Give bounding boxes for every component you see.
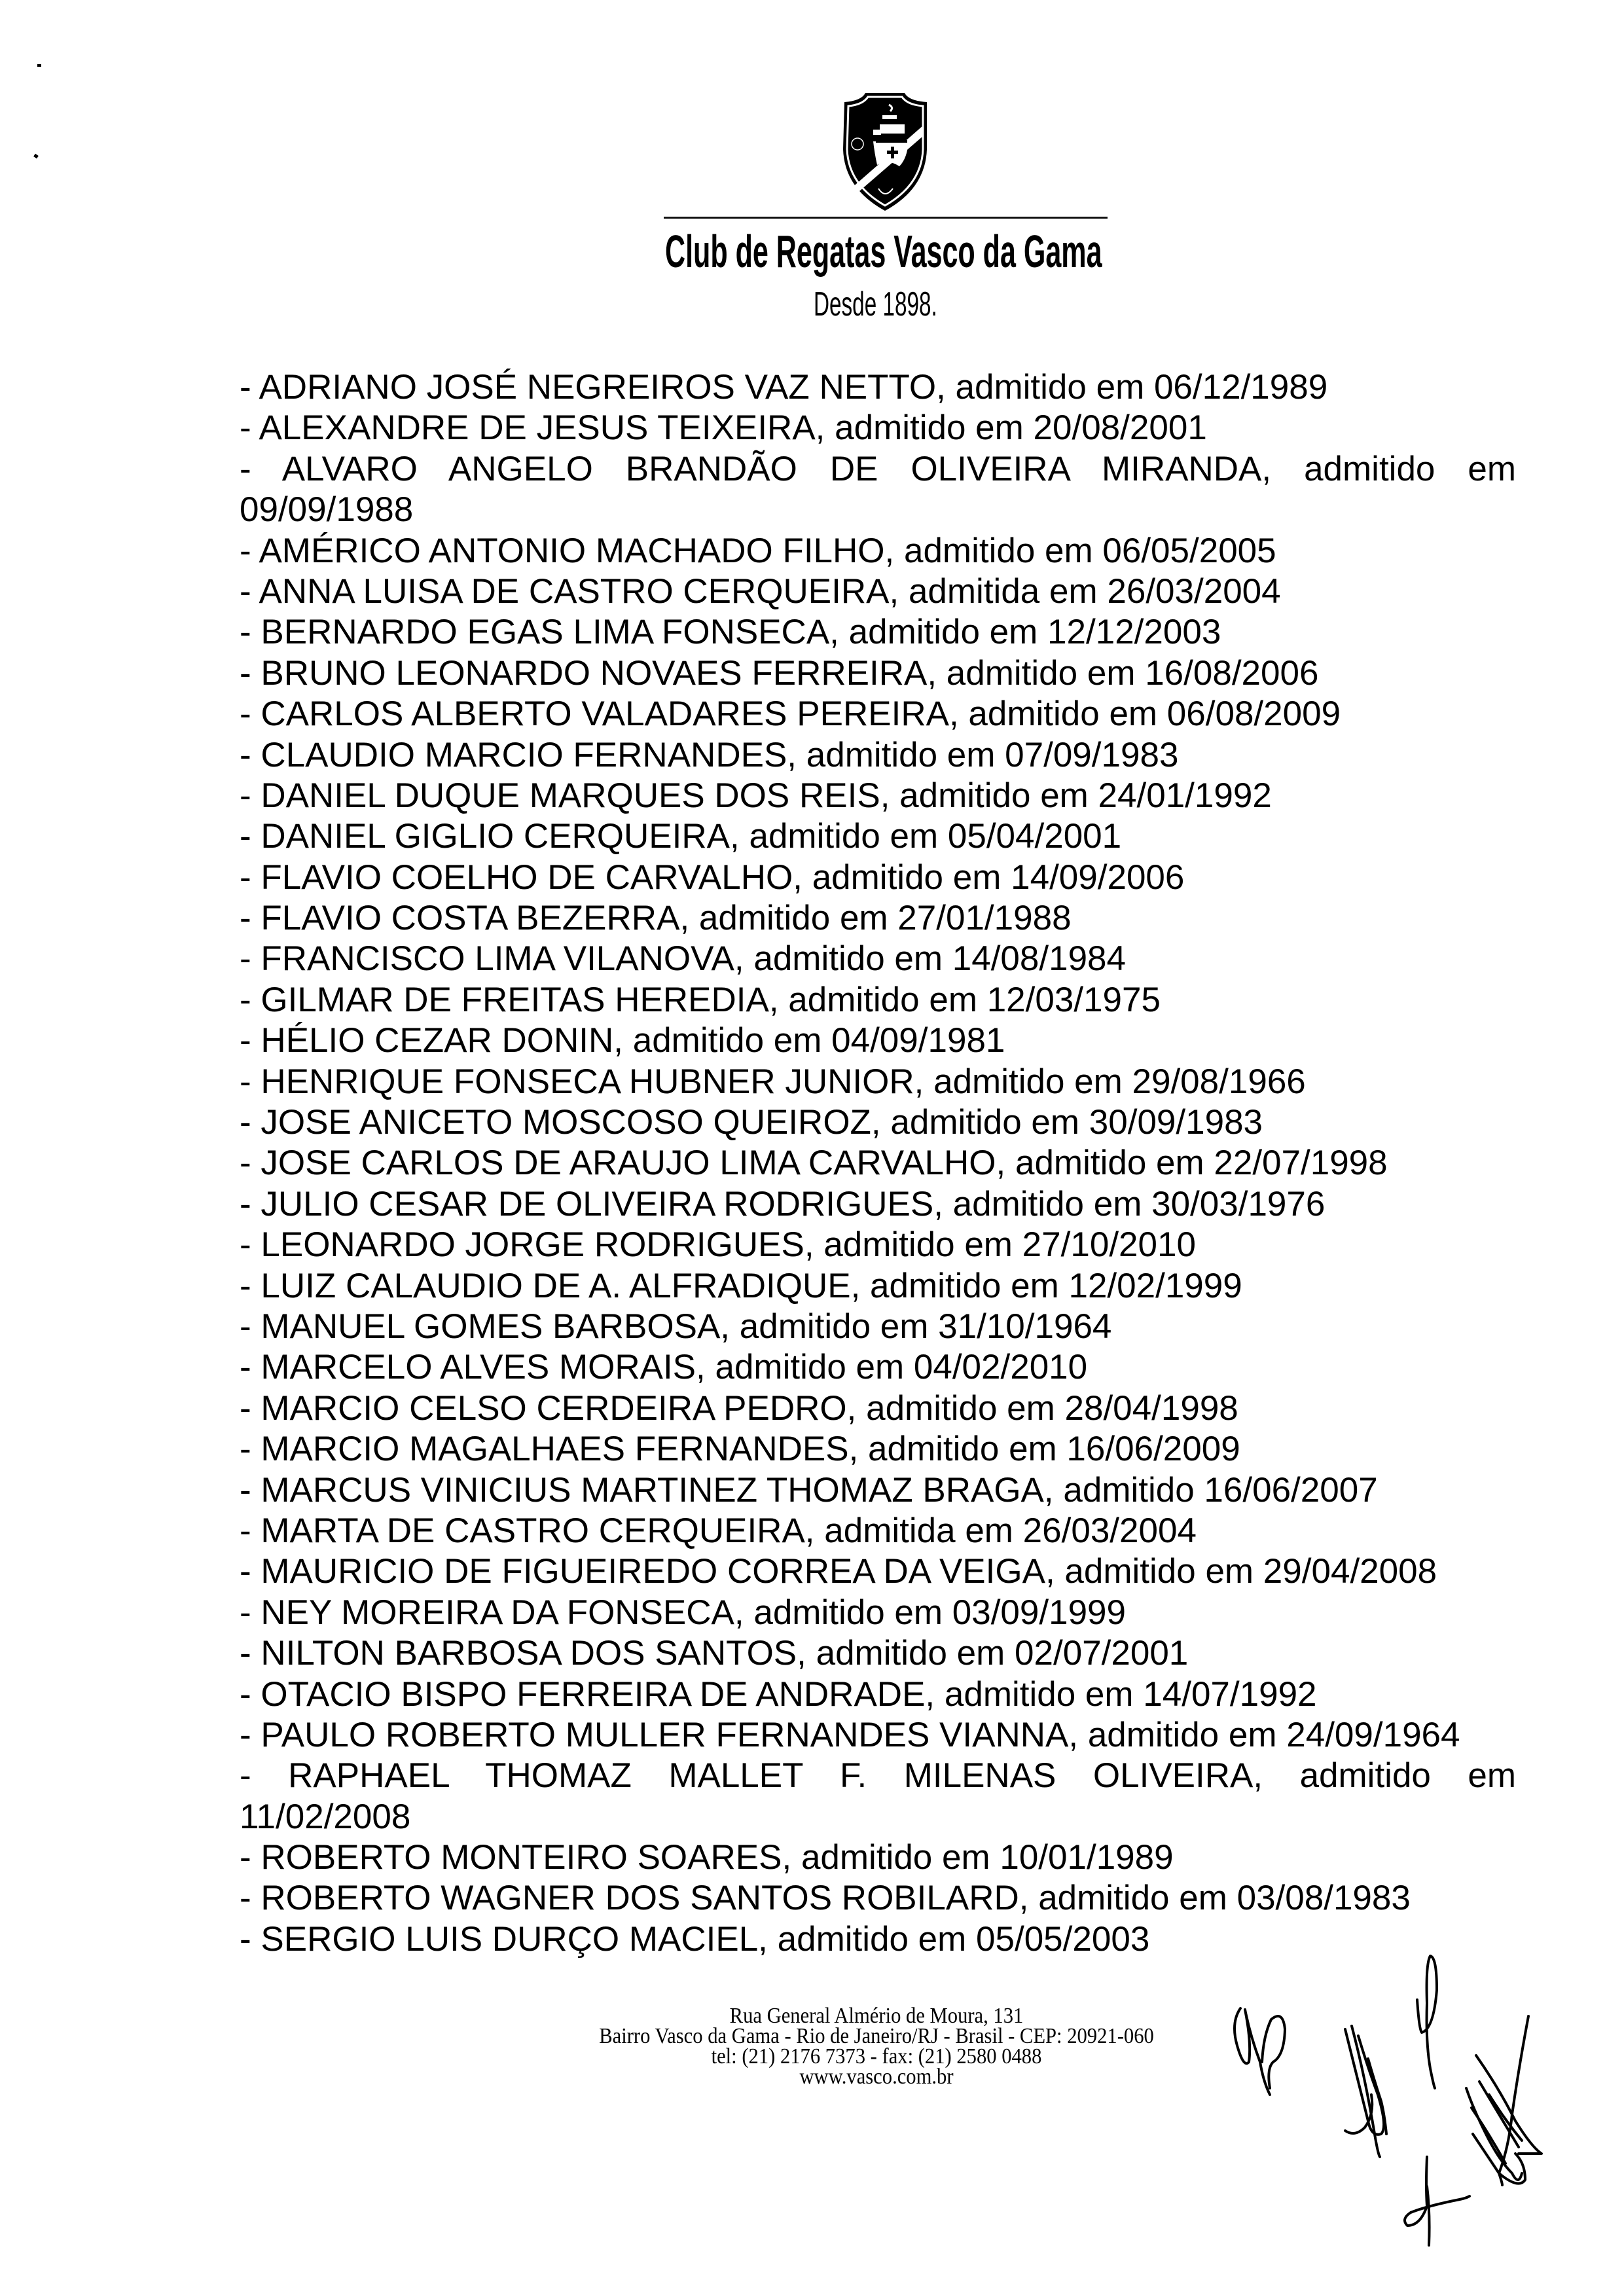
member-entry-text: - DANIEL DUQUE MARQUES DOS REIS, admitido em 24/01/1992 — [240, 776, 1272, 815]
member-entry — [240, 1715, 1516, 1756]
member-entry — [240, 816, 1516, 857]
member-entry-text: - MARCUS VINICIUS MARTINEZ THOMAZ BRAGA, admitido 16/06/2007 — [240, 1470, 1378, 1509]
member-entry-text: - MARTA DE CASTRO CERQUEIRA, admitida em 26/03/2004 — [240, 1511, 1197, 1550]
member-entry — [240, 571, 1516, 612]
member-entry — [240, 1021, 1516, 1061]
scan-speck — [37, 64, 41, 67]
member-entry-text: - FLAVIO COSTA BEZERRA, admitido em 27/01/1988 — [240, 899, 1072, 938]
member-entry — [240, 735, 1516, 776]
member-entry-text: - GILMAR DE FREITAS HEREDIA, admitido em 12/03/1975 — [240, 980, 1161, 1019]
member-entry-text: - NILTON BARBOSA DOS SANTOS, admitido em 02/07/2001 — [240, 1634, 1189, 1673]
handwritten-signature-2-icon — [1345, 2026, 1386, 2157]
member-entry — [240, 408, 1516, 448]
member-entry-text: - ADRIANO JOSÉ NEGREIROS VAZ NETTO, admitido em 06/12/1989 — [240, 368, 1328, 407]
member-entry — [240, 612, 1516, 653]
member-entry — [240, 939, 1516, 979]
member-entry — [240, 1470, 1516, 1511]
member-entry — [240, 1347, 1516, 1388]
footer-website: www.vasco.com.br — [799, 2065, 954, 2089]
member-entry-text: - ALVARO ANGELO BRANDÃO DE OLIVEIRA MIRANDA, admitido em — [240, 449, 1516, 488]
member-entry — [240, 1878, 1516, 1919]
member-entry — [240, 367, 1516, 408]
footer-phones: tel: (21) 2176 7373 - fax: (21) 2580 0488 — [711, 2044, 1042, 2069]
member-entry — [240, 1633, 1516, 1674]
member-entry-text: - CLAUDIO MARCIO FERNANDES, admitido em 07/09/1983 — [240, 735, 1179, 774]
member-entry-text: - ALEXANDRE DE JESUS TEIXEIRA, admitido em 20/08/2001 — [240, 408, 1207, 448]
member-entry-text: - OTACIO BISPO FERREIRA DE ANDRADE, admitido em 14/07/1992 — [240, 1674, 1317, 1714]
member-entry-text: - LUIZ CALAUDIO DE A. ALFRADIQUE, admitido em 12/02/1999 — [240, 1266, 1242, 1305]
header-divider — [664, 217, 1108, 219]
member-entry-text: - PAULO ROBERTO MULLER FERNANDES VIANNA, admitido em 24/09/1964 — [240, 1715, 1460, 1754]
member-entry-continuation: 11/02/2008 — [240, 1797, 411, 1836]
member-entry — [240, 694, 1516, 734]
scan-speck — [33, 154, 39, 159]
member-entry-text: - MARCELO ALVES MORAIS, admitido em 04/02/2010 — [240, 1348, 1088, 1387]
member-entry — [240, 1266, 1516, 1307]
member-entry-text: - FLAVIO COELHO DE CARVALHO, admitido em 14/09/2006 — [240, 858, 1185, 897]
member-entry-text: - NEY MOREIRA DA FONSECA, admitido em 03/09/1999 — [240, 1593, 1127, 1632]
member-entry — [240, 1388, 1516, 1429]
member-entry — [240, 1511, 1516, 1551]
member-entry — [240, 1062, 1516, 1102]
handwritten-initial-3-icon — [1417, 1956, 1437, 2088]
member-entry — [240, 858, 1516, 898]
member-entry-text: - RAPHAEL THOMAZ MALLET F. MILENAS OLIVEIRA, admitido em — [240, 1756, 1516, 1796]
member-entry — [240, 1143, 1516, 1184]
member-entry-text: - JOSE CARLOS DE ARAUJO LIMA CARVALHO, admitido em 22/07/1998 — [240, 1144, 1388, 1183]
member-entry-text: - ROBERTO WAGNER DOS SANTOS ROBILARD, admitido em 03/08/1983 — [240, 1879, 1411, 1918]
member-entry-text: - MARCIO MAGALHAES FERNANDES, admitido em 16/06/2009 — [240, 1430, 1240, 1469]
member-entry-continuation: 09/09/1988 — [240, 490, 414, 530]
member-entry — [240, 1429, 1516, 1470]
member-entry — [240, 776, 1516, 816]
member-entry-text: - MANUEL GOMES BARBOSA, admitido em 31/10/1964 — [240, 1307, 1112, 1346]
member-entry-text: - DANIEL GIGLIO CERQUEIRA, admitido em 05/04/2001 — [240, 817, 1122, 856]
handwritten-initial-4-icon — [1405, 2157, 1470, 2245]
member-entry-text: - FRANCISCO LIMA VILANOVA, admitido em 14/08/1984 — [240, 939, 1127, 979]
member-entry — [240, 1674, 1516, 1715]
member-entry — [240, 531, 1516, 571]
member-entry-text: - JOSE ANICETO MOSCOSO QUEIROZ, admitido em 30/09/1983 — [240, 1103, 1263, 1142]
member-entry — [240, 1307, 1516, 1347]
member-entry-text: - LEONARDO JORGE RODRIGUES, admitido em 27/10/2010 — [240, 1225, 1196, 1265]
member-entry-text: - CARLOS ALBERTO VALADARES PEREIRA, admitido em 06/08/2009 — [240, 695, 1341, 734]
member-entry — [240, 980, 1516, 1021]
member-entry-text: - BRUNO LEONARDO NOVAES FERREIRA, admitido em 16/08/2006 — [240, 653, 1319, 693]
handwritten-signature-1-icon — [1235, 2008, 1285, 2095]
member-entry — [240, 449, 1516, 531]
handwritten-signature-5-icon — [1466, 2016, 1542, 2185]
member-entry-text: - JULIO CESAR DE OLIVEIRA RODRIGUES, admitido em 30/03/1976 — [240, 1184, 1326, 1223]
member-entry-text: - BERNARDO EGAS LIMA FONSECA, admitido em 12/12/2003 — [240, 613, 1221, 652]
member-entry-text: - HENRIQUE FONSECA HUBNER JUNIOR, admitido em 29/08/1966 — [240, 1062, 1306, 1101]
founded-tagline — [814, 286, 1007, 323]
footer-district: Bairro Vasco da Gama - Rio de Janeiro/RJ - Brasil - CEP: 20921-060 — [599, 2024, 1154, 2048]
member-entry-text: - ROBERTO MONTEIRO SOARES, admitido em 10/01/1989 — [240, 1838, 1174, 1877]
member-entry — [240, 653, 1516, 694]
member-entry-text: - ANNA LUISA DE CASTRO CERQUEIRA, admitida em 26/03/2004 — [240, 571, 1281, 611]
member-entry-text: - MAURICIO DE FIGUEIREDO CORREA DA VEIGA, admitido em 29/04/2008 — [240, 1552, 1437, 1591]
letterhead-footer — [549, 2006, 1204, 2087]
member-entry — [240, 1593, 1516, 1633]
organization-name — [665, 226, 1108, 276]
member-entry — [240, 1225, 1516, 1265]
member-entry — [240, 1184, 1516, 1225]
member-entry — [240, 1102, 1516, 1143]
member-entry — [240, 1756, 1516, 1837]
member-entry — [240, 1551, 1516, 1592]
organization-name-text: Club de Regatas Vasco da Gama — [665, 226, 1102, 277]
member-entry-text: - HÉLIO CEZAR DONIN, admitido em 04/09/1981 — [240, 1021, 1005, 1060]
member-entry — [240, 898, 1516, 939]
member-entry-text: - SERGIO LUIS DURÇO MACIEL, admitido em 05/05/2003 — [240, 1919, 1150, 1959]
member-entry — [240, 1837, 1516, 1878]
member-entry-text: - AMÉRICO ANTONIO MACHADO FILHO, admitido em 06/05/2005 — [240, 531, 1276, 570]
footer-address: Rua General Almério de Moura, 131 — [729, 2004, 1024, 2028]
signatures-area — [1211, 1938, 1604, 2265]
vasco-da-gama-crest-icon — [835, 90, 935, 212]
member-admission-list — [240, 367, 1516, 1960]
member-entry-text: - MARCIO CELSO CERDEIRA PEDRO, admitido em 28/04/1998 — [240, 1388, 1238, 1428]
founded-tagline-text: Desde 1898. — [814, 285, 937, 323]
